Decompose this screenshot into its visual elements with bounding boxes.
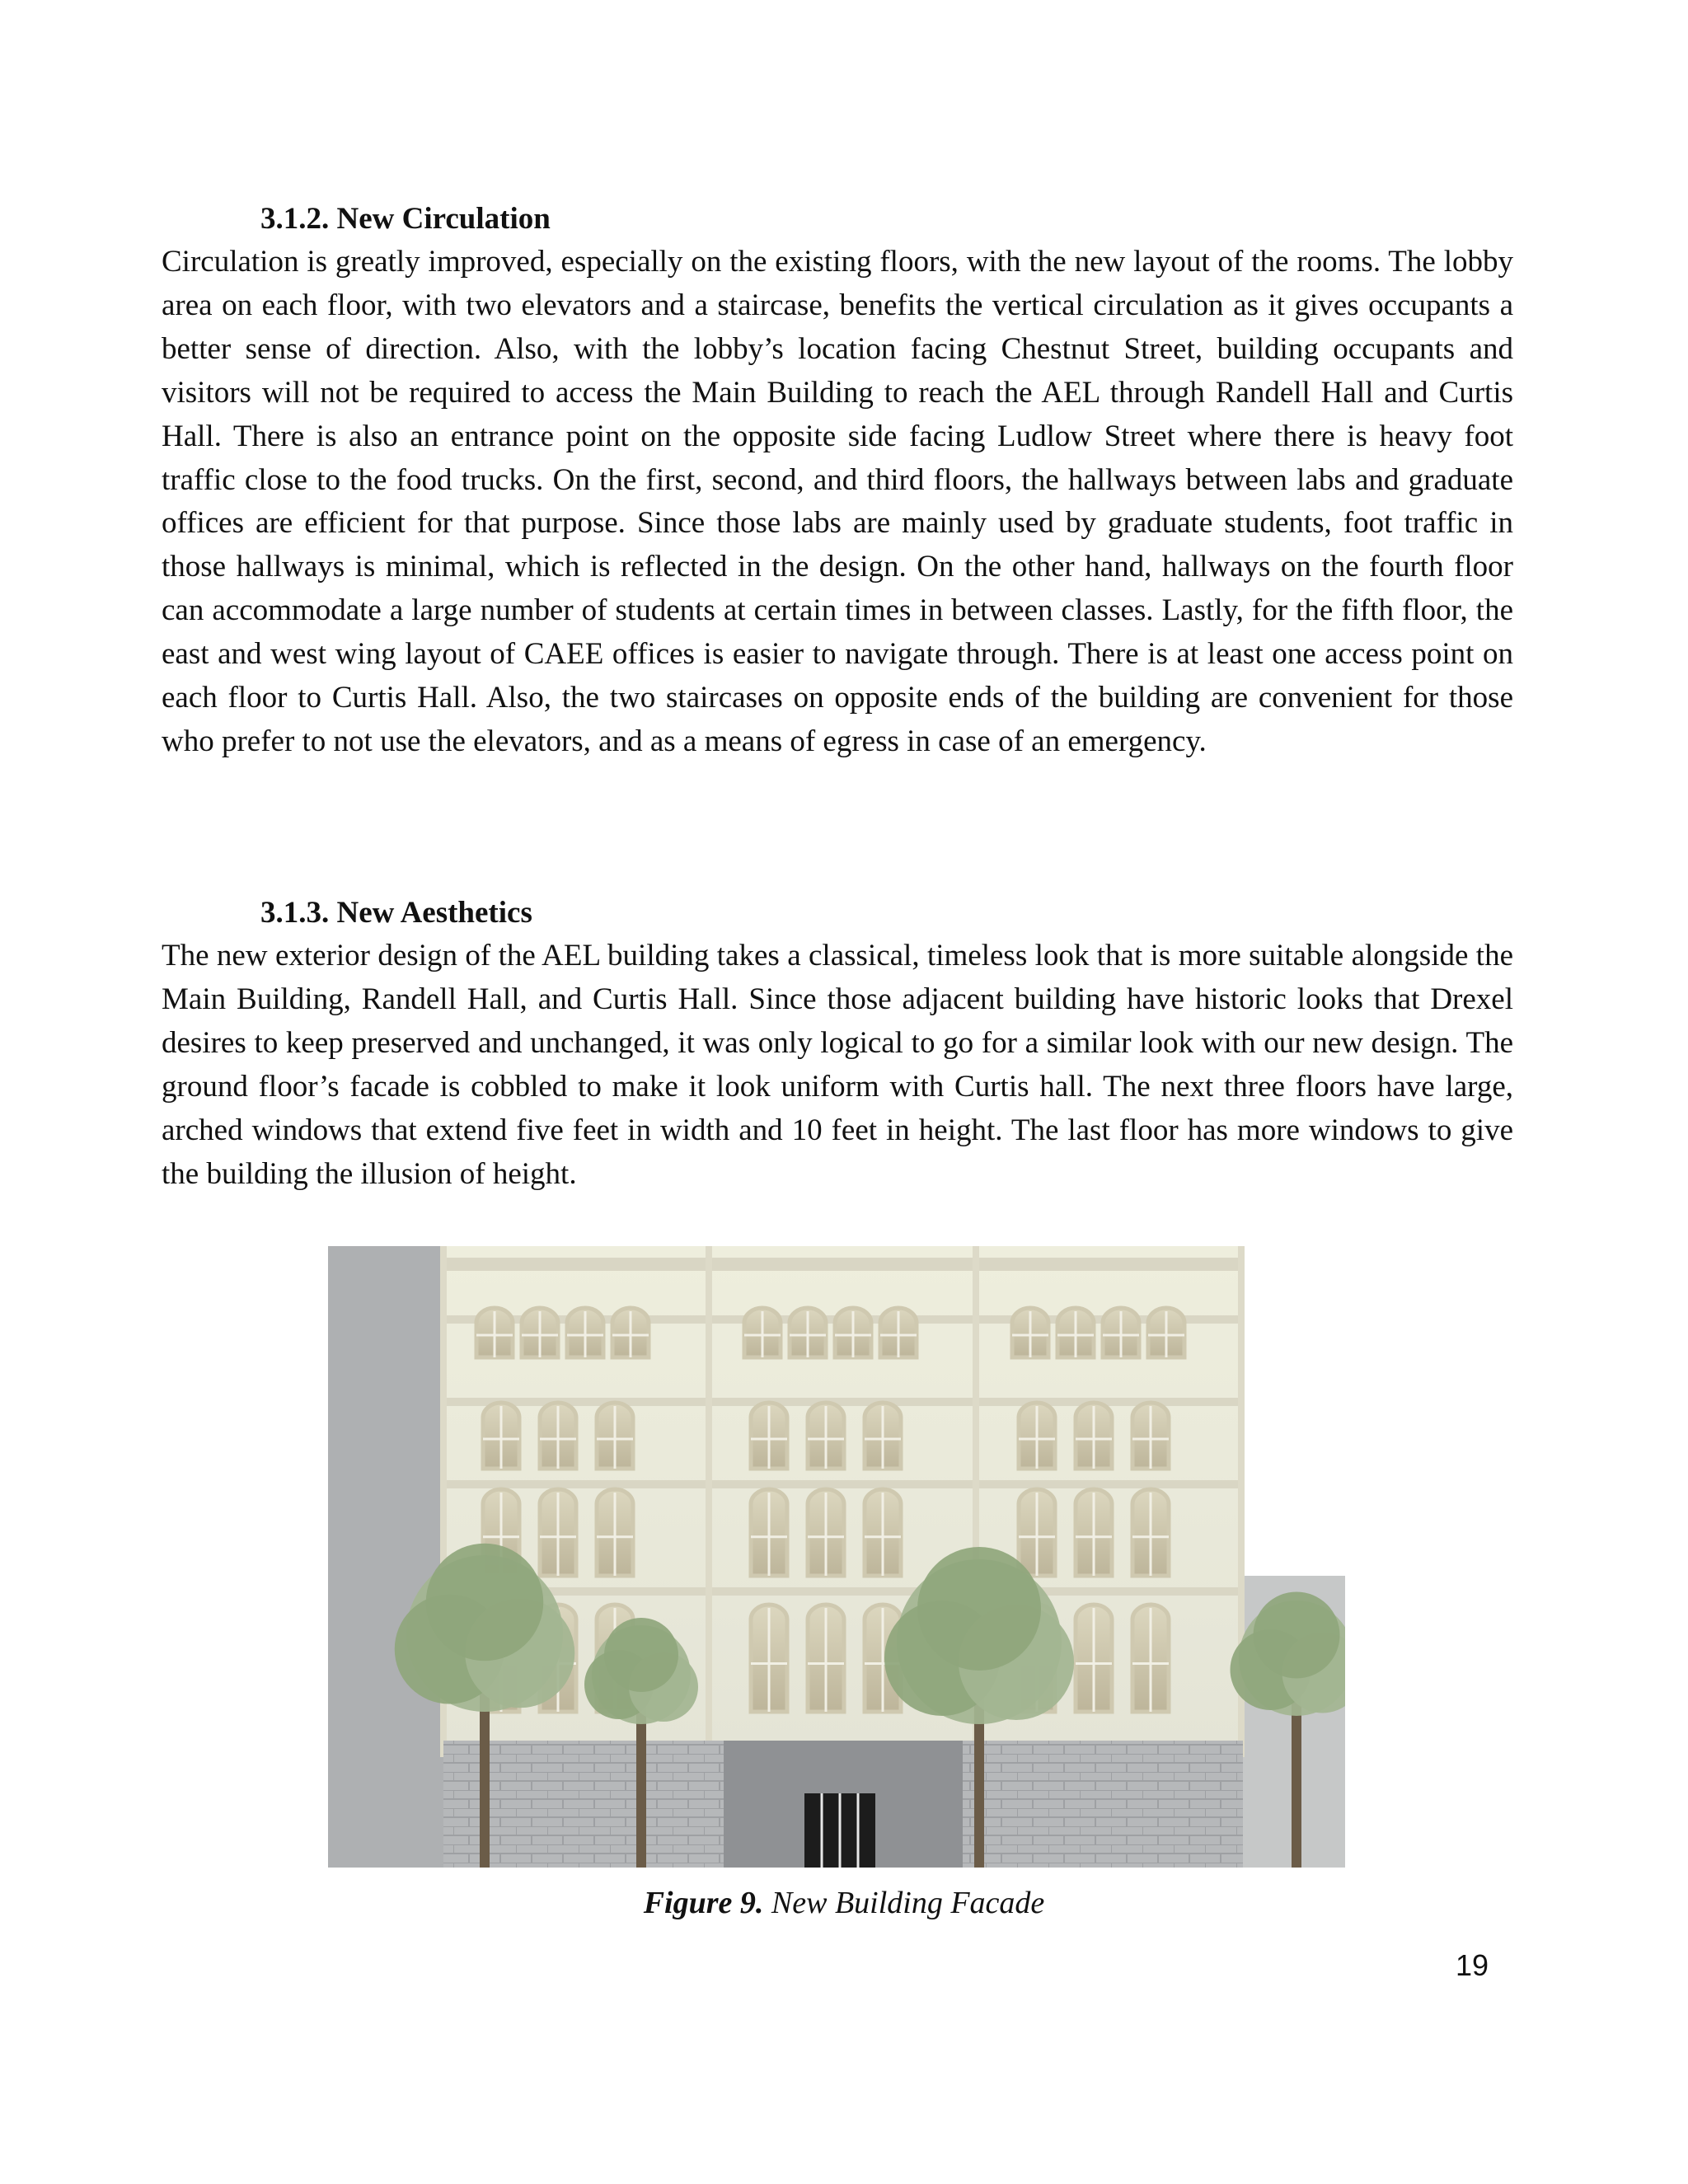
section-paragraph-circulation: Circulation is greatly improved, especially on the existing floors, with the new layout of the rooms. The lobby area on each floor, with two elevators and a staircase, benefits the vertical circulation as it gives occupants a better sense of direction. Also, with the lobby’s location facing Chestnut Street, building occupants and visitors will not be required to access the Main Building to reach the AEL through Randell Hall and Curtis Hall. There is also an entrance point on the opposite side facing Ludlow Street where there is heavy foot traffic close to the food trucks. On the first, second, and third floors, the hallways between labs and graduate offices are efficient for that purpose. Since those labs are mainly used by graduate students, foot traffic in those hallways is minimal, which is reflected in the design. On the other hand, hallways on the fourth floor can accommodate a large number of students at certain times in between classes. Lastly, for the fifth floor, the east and west wing layout of CAEE offices is easier to navigate through. There is at least one access point on each floor to Curtis Hall. Also, the two staircases on opposite ends of the building are convenient for those who prefer to not use the elevators, and as a means of egress in case of an emergency. bbox=[162, 245, 1513, 758]
building-facade-image bbox=[328, 1246, 1345, 1868]
left-neighbor-wall bbox=[328, 1246, 443, 1868]
figure-label: Figure 9. bbox=[643, 1886, 764, 1920]
section-heading-circulation: 3.1.2. New Circulation bbox=[260, 202, 551, 236]
tree-trunk bbox=[636, 1704, 646, 1868]
pilaster bbox=[706, 1246, 712, 1757]
section-heading-aesthetics: 3.1.3. New Aesthetics bbox=[260, 896, 532, 930]
tree-canopy bbox=[426, 1544, 544, 1661]
figure-caption-text: New Building Facade bbox=[771, 1886, 1045, 1920]
tree-canopy bbox=[604, 1618, 678, 1692]
cornice-band bbox=[443, 1480, 1243, 1488]
page-number: 19 bbox=[1456, 1948, 1489, 1982]
tree-trunk bbox=[1292, 1693, 1301, 1868]
cornice-band bbox=[443, 1587, 1243, 1596]
tree-canopy bbox=[1254, 1592, 1340, 1679]
cornice-band bbox=[443, 1258, 1243, 1271]
section-paragraph-aesthetics: The new exterior design of the AEL building takes a classical, timeless look that is more suitable alongside the Main Building, Randell Hall, and Curtis Hall. Since those adjacent building have historic looks that Drexel desires to keep preserved and unchanged, it was only logical to go for a similar look with our new design. The ground floor’s facade is cobbled to make it look uniform with Curtis hall. The next three floors have large, arched windows that extend five feet in width and 10 feet in height. The last floor has more windows to give the building the illusion of height. bbox=[162, 939, 1513, 1191]
figure-caption bbox=[0, 1884, 1688, 1922]
building-facade-figure bbox=[328, 1246, 1345, 1868]
tree-canopy bbox=[917, 1547, 1041, 1671]
